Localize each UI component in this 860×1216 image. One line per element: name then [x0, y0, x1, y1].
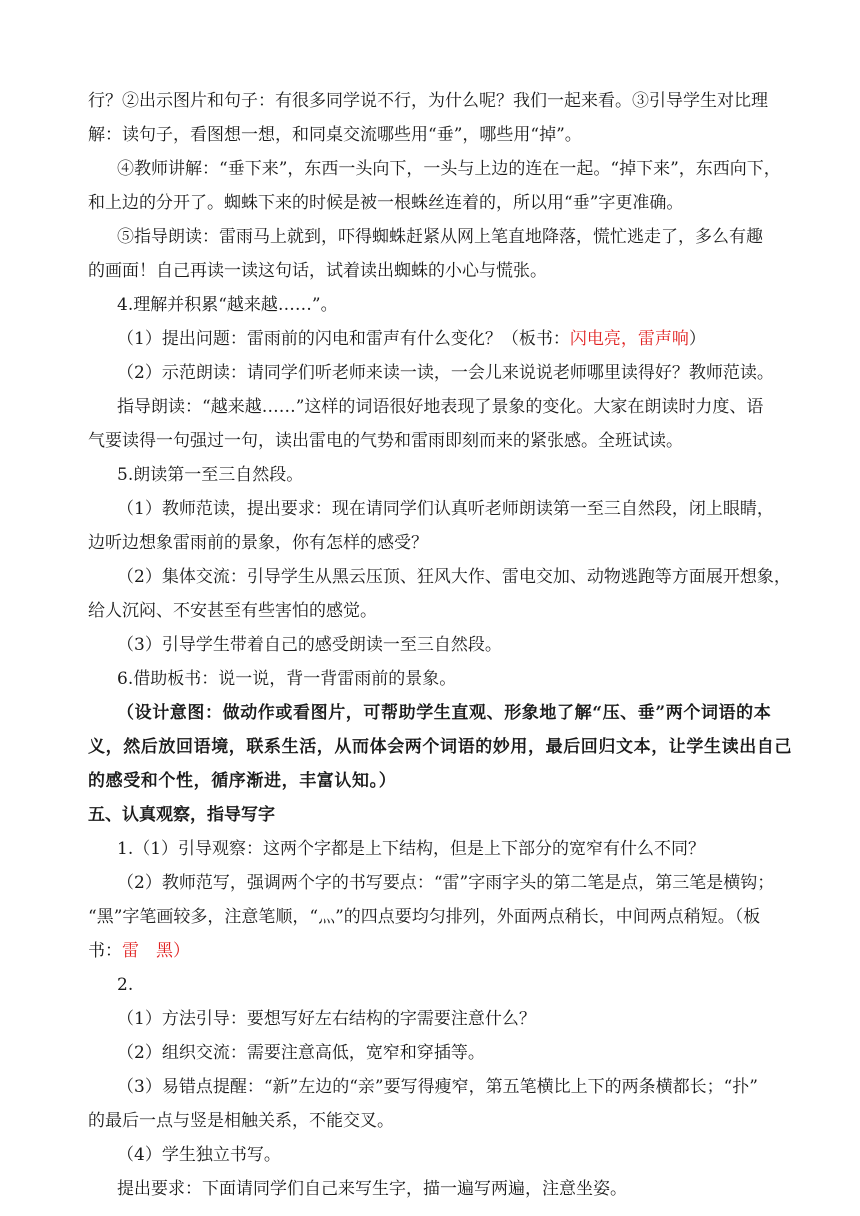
line-text: 给人沉闷、不安甚至有些害怕的感觉。: [88, 601, 377, 621]
line-text: ④教师讲解：“垂下来”，东西一头向下，一头与上边的连在一起。“掉下来”，东西向下，: [117, 159, 781, 179]
text-line: [117, 396, 763, 418]
line-text: 6.借助板书：说一说，背一背雷雨前的景象。: [117, 669, 457, 689]
line-text: （2）教师范写，强调两个字的书写要点：“雷”字雨字头的第二笔是点，第三笔是横钩；: [117, 873, 775, 893]
line-text: 提出要求：下面请同学们自己来写生字，描一遍写两遍，注意坐姿。: [117, 1179, 627, 1199]
line-text: 气要读得一句强过一句，读出雷电的气势和雷雨即刻而来的紧张感。全班试读。: [88, 431, 683, 451]
line-text: （1）提出问题：雷雨前的闪电和雷声有什么变化？（板书：: [117, 329, 570, 349]
design-intent-line: [88, 736, 792, 758]
section-heading: [117, 294, 338, 316]
line-text: （1）方法引导：要想写好左右结构的字需要注意什么？: [117, 1009, 536, 1029]
text-line: [117, 668, 456, 690]
text-line: [117, 838, 705, 860]
text-line: [117, 498, 774, 520]
text-line: [88, 192, 683, 214]
board-note: 雷 黑: [122, 941, 173, 961]
line-text: 4.理解并积累“越来越……”。: [117, 295, 338, 315]
section-heading: [117, 974, 133, 996]
line-text: 2.: [117, 975, 134, 995]
line-text: （2）集体交流：引导学生从黑云压顶、狂风大作、雷电交加、动物逃跑等方面展开想象，: [117, 567, 791, 587]
line-text: 和上边的分开了。蜘蛛下来的时候是被一根蛛丝连着的，所以用“垂”字更准确。: [88, 193, 684, 213]
line-text: 指导朗读：“越来越……”这样的词语很好地表现了景象的变化。大家在朗读时力度、语: [117, 397, 764, 417]
text-line: [117, 226, 763, 248]
line-text: ）: [688, 329, 706, 349]
text-line: [117, 158, 781, 180]
text-line: [117, 1178, 627, 1200]
text-line: [88, 260, 547, 282]
line-text: 行？②出示图片和句子：有很多同学说不行，为什么呢？我们一起来看。③引导学生对比理: [88, 91, 768, 111]
line-text: 解：读句子，看图想一想，和同桌交流哪些用“垂”，哪些用“掉”。: [88, 125, 582, 145]
line-text: （1）教师范读，提出要求：现在请同学们认真听老师朗读第一至三自然段，闭上眼睛，: [117, 499, 774, 519]
line-text: 1.（1）引导观察：这两个字都是上下结构，但是上下部分的宽窄有什么不同？: [117, 839, 706, 859]
line-text: 义，然后放回语境，联系生活，从而体会两个词语的妙用，最后回归文本，让学生读出自己: [88, 737, 792, 757]
line-text: “黑”字笔画较多，注意笔顺，“灬”的四点要均匀排列，外面两点稍长，中间两点稍短。（板: [88, 907, 761, 927]
line-text: （3）引导学生带着自己的感受朗读一至三自然段。: [117, 635, 502, 655]
line-text: （设计意图：做动作或看图片，可帮助学生直观、形象地了解“压、垂”两个词语的本: [117, 703, 772, 723]
line-text: 的感受和个性，循序渐进，丰富认知。）: [88, 771, 397, 791]
line-text: 5.朗读第一至三自然段。: [117, 465, 304, 485]
text-line: [117, 328, 706, 350]
section-heading: [117, 464, 303, 486]
text-line: [88, 532, 428, 554]
line-text: （3）易错点提醒：“新”左边的“亲”要写得瘦窄，第五笔横比上下的两条横都长；“扑”: [117, 1077, 758, 1097]
text-line: [117, 634, 502, 656]
text-line: [117, 872, 774, 894]
text-line: [88, 940, 190, 962]
line-text: （4）学生独立书写。: [117, 1145, 281, 1165]
board-note: 闪电亮，雷声响: [569, 329, 689, 349]
line-text: （2）示范朗读：请同学们听老师来读一读，一会儿来说说老师哪里读得好？教师范读。: [117, 363, 774, 383]
text-line: [117, 566, 791, 588]
design-intent-line: [117, 702, 771, 724]
line-text: 五、认真观察，指导写字: [88, 805, 275, 825]
line-text: 书：: [88, 941, 122, 961]
text-line: [88, 906, 760, 928]
design-intent-line: [88, 770, 396, 792]
text-line: [88, 600, 377, 622]
chapter-heading: [88, 804, 275, 826]
text-line: [117, 1008, 536, 1030]
line-text: ）: [173, 941, 190, 961]
line-text: 的画面！自己再读一读这句话，试着读出蜘蛛的小心与慌张。: [88, 261, 547, 281]
line-text: 边听边想象雷雨前的景象，你有怎样的感受？: [88, 533, 428, 553]
text-line: [88, 1110, 394, 1132]
text-line: [88, 90, 768, 112]
line-text: ⑤指导朗读：雷雨马上就到，吓得蜘蛛赶紧从网上笔直地降落，慌忙逃走了，多么有趣: [117, 227, 763, 247]
text-line: [88, 124, 582, 146]
text-line: [88, 430, 683, 452]
line-text: （2）组织交流：需要注意高低，宽窄和穿插等。: [117, 1043, 485, 1063]
text-line: [117, 362, 774, 384]
line-text: 的最后一点与竖是相触关系，不能交叉。: [88, 1111, 394, 1131]
text-line: [117, 1144, 281, 1166]
text-line: [117, 1042, 485, 1064]
text-line: [117, 1076, 758, 1098]
